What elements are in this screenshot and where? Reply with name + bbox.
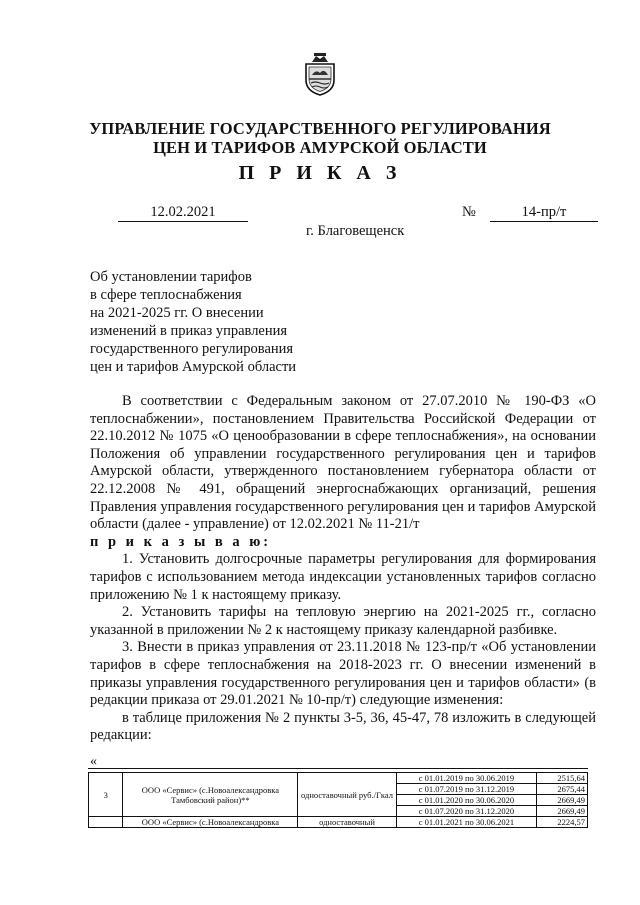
rate-type-cell: одноставочный — [298, 817, 396, 828]
opening-quote: « — [90, 754, 97, 769]
rate-type-cell: одноставочный руб./Гкал — [298, 773, 396, 817]
tariff-value-cell: 2224,57 — [537, 817, 588, 828]
subject-block — [90, 268, 330, 376]
document-number: 14-пр/т — [490, 203, 598, 222]
item-3-sub-paragraph: в таблице приложения № 2 пункты 3-5, 36, 45-47, 78 изложить в следующей редакции: — [90, 709, 596, 744]
table-top-rule — [88, 768, 588, 769]
subject-line: изменений в приказ управления — [90, 323, 288, 339]
period-cell: с 01.01.2020 по 30.06.2020 — [396, 795, 537, 806]
table-row — [89, 773, 588, 784]
item-3-paragraph: 3. Внести в приказ управления от 23.11.2018 № 123-пр/т «Об установлении тарифов в сфере теплоснабжения на 2018-2023 гг. О внесении изменений в приказы управления государственного регулирования цен и тарифов области» (в редакции приказа от 29.01.2021 № 10-пр/т) следующие изменения: — [90, 639, 596, 709]
city: г. Благовещенск — [306, 223, 405, 239]
decree-word: п р и к а з ы в а ю: — [90, 533, 272, 550]
row-number-cell — [89, 817, 123, 828]
tariff-table — [88, 772, 588, 828]
document-body — [90, 393, 596, 745]
period-cell: с 01.07.2019 по 31.12.2019 — [396, 784, 537, 795]
row-number-cell: 3 — [89, 773, 123, 817]
period-cell: с 01.07.2020 по 31.12.2020 — [396, 806, 537, 817]
period-cell: с 01.01.2019 по 30.06.2019 — [396, 773, 537, 784]
period-cell: с 01.01.2021 по 30.06.2021 — [396, 817, 537, 828]
tariff-value-cell: 2675,44 — [537, 784, 588, 795]
document-type-title: П Р И К А З — [238, 162, 402, 184]
subject-line: на 2021-2025 гг. О внесении — [90, 305, 264, 321]
org-title-line1: УПРАВЛЕНИЕ ГОСУДАРСТВЕННОГО РЕГУЛИРОВАНИЯ — [89, 119, 551, 138]
item-2-paragraph: 2. Установить тарифы на тепловую энергию на 2021-2025 гг., согласно указанной в приложении № 2 к настоящему приказу календарной разбивке. — [90, 604, 596, 638]
subject-line: в сфере теплоснабжения — [90, 287, 242, 303]
subject-line: Об установлении тарифов — [90, 269, 252, 285]
tariff-value-cell: 2515,64 — [537, 773, 588, 784]
org-title-line2: ЦЕН И ТАРИФОВ АМУРСКОЙ ОБЛАСТИ — [153, 138, 487, 157]
number-label: № — [462, 204, 476, 220]
organization-cell: ООО «Сервис» (с.Новоалександровка — [123, 817, 298, 828]
table-row — [89, 817, 588, 828]
coat-of-arms-emblem — [302, 50, 338, 96]
subject-line: цен и тарифов Амурской области — [90, 359, 297, 375]
tariff-value-cell: 2669,49 — [537, 795, 588, 806]
preamble-paragraph: В соответствии с Федеральным законом от 27.07.2010 № 190-ФЗ «О теплоснабжении», постановлением Правительства Российской Федерации от 22.10.2012 № 1075 «О ценообразовании в сфере теплоснабжения», на основании Положения об управлении государственного регулирования цен и тарифов Амурской области, утвержденного постановлением губернатора области от 22.12.2008 № 491, обращений энергоснабжающих организаций, решения Правления управления государственного регулирования цен и тарифов Амурской области (далее - управление) от 12.02.2021 № 11-21/т — [90, 393, 596, 533]
document-date: 12.02.2021 — [118, 203, 248, 222]
tariff-value-cell: 2669,49 — [537, 806, 588, 817]
organization-cell: ООО «Сервис» (с.Новоалександровка Тамбовский район)** — [123, 773, 298, 817]
item-1-paragraph: 1. Установить долгосрочные параметры регулирования для формирования тарифов с использованием метода индексации установленных тарифов согласно приложению № 1 к настоящему приказу. — [90, 551, 596, 603]
subject-line: государственного регулирования — [90, 341, 294, 357]
